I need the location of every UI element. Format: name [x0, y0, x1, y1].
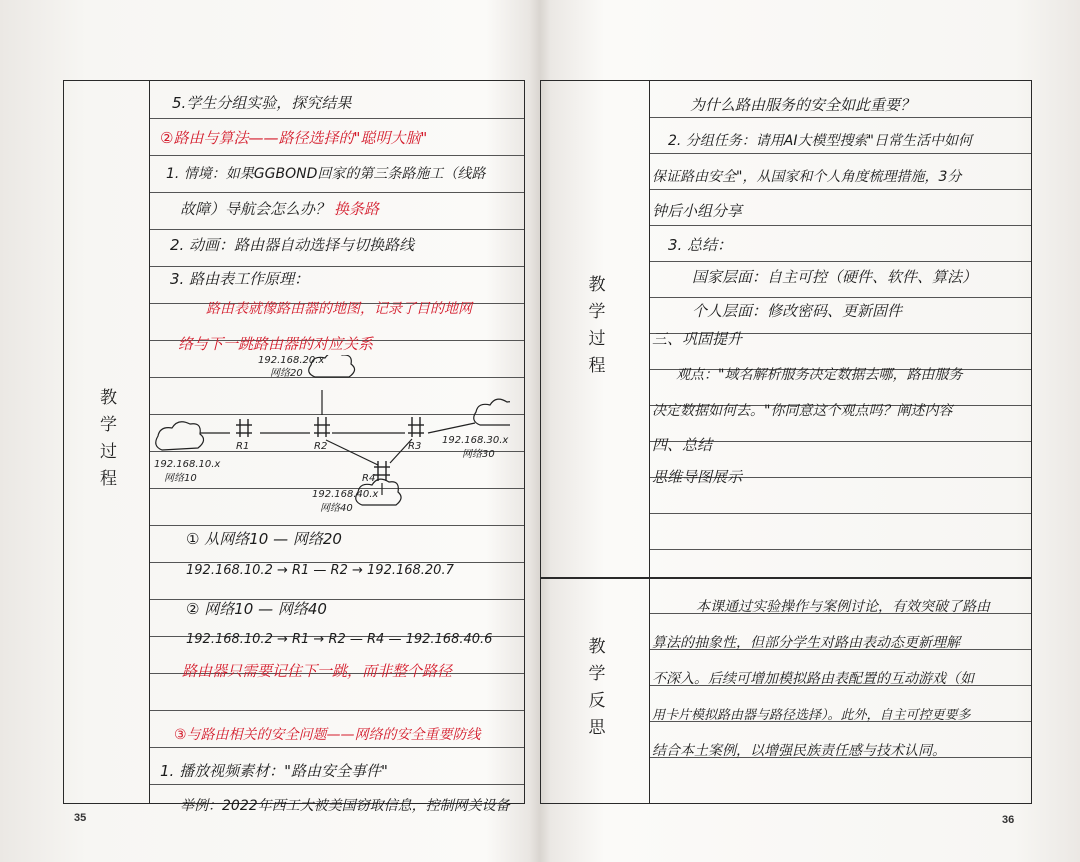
- left-line-9: ① 从网络10 — 网络20: [186, 530, 342, 548]
- left-line-8: 络与下一跳路由器的对应关系: [178, 335, 374, 353]
- net-30-name: 网络30: [462, 449, 495, 460]
- left-line-3: 1. 情境：如果GGBOND回家的第三条路施工（线路: [166, 166, 486, 182]
- left-line-4: 故障）导航会怎么办？: [180, 200, 331, 218]
- right-side-label-bottom-cell: [541, 578, 650, 803]
- net-30-ip: 192.168.30.x: [442, 435, 509, 446]
- net-10-name: 网络10: [164, 473, 197, 484]
- left-side-label: 教学过程: [96, 388, 116, 496]
- right-line-10: 决定数据如何去。"你同意这个观点吗？阐述内容: [652, 403, 953, 419]
- net-20-name: 网络20: [270, 368, 303, 379]
- reflection-line-2: 算法的抽象性，但部分学生对路由表动态更新理解: [652, 635, 960, 651]
- cloud-network-30: [474, 399, 510, 425]
- net-40-ip: 192.168.40.x: [312, 489, 379, 500]
- router-r2-icon: [314, 417, 330, 437]
- left-line-4-answer: 换条路: [334, 200, 380, 218]
- left-line-14: ③与路由相关的安全问题——网络的安全重要防线: [174, 727, 481, 743]
- right-line-9: 观点："域名解析服务决定数据去哪，路由服务: [676, 367, 963, 383]
- router-r3-icon: [408, 417, 424, 437]
- right-side-label-top-cell: [541, 81, 650, 577]
- left-line-10: 192.168.10.2 → R1 — R2 → 192.168.20.7: [186, 563, 454, 578]
- left-line-15: 1. 播放视频素材："路由安全事件": [160, 762, 388, 780]
- router-r4-label: R4: [362, 473, 376, 484]
- left-side-label-cell: [64, 81, 150, 803]
- right-line-8: 三、巩固提升: [652, 330, 743, 348]
- right-line-12: 思维导图展示: [652, 468, 743, 486]
- router-r1-icon: [236, 419, 252, 437]
- left-line-13: 路由器只需要记住下一跳，而非整个路径: [182, 662, 453, 680]
- right-side-label-bottom: 教学反思: [584, 636, 605, 745]
- right-line-11: 四、总结: [652, 436, 713, 454]
- net-40-name: 网络40: [320, 503, 353, 514]
- left-line-12: 192.168.10.2 → R1 → R2 — R4 — 192.168.40.6: [186, 632, 493, 647]
- left-line-6: 3. 路由表工作原理：: [170, 270, 310, 288]
- left-line-16: 举例：2022年西工大被美国窃取信息，控制网关设备: [180, 798, 510, 814]
- left-line-11: ② 网络10 — 网络40: [186, 600, 327, 618]
- right-page-number: 36: [1002, 814, 1015, 826]
- left-line-2: ②路由与算法——路径选择的"聪明大脑": [160, 129, 428, 147]
- right-line-7: 个人层面：修改密码、更新固件: [692, 302, 903, 320]
- right-line-5: 3. 总结：: [668, 236, 733, 254]
- right-line-1: 为什么路由服务的安全如此重要？: [690, 96, 916, 114]
- cloud-network-10: [156, 422, 204, 450]
- router-r2-label: R2: [314, 441, 328, 452]
- left-line-5: 2. 动画：路由器自动选择与切换路线: [170, 236, 415, 254]
- right-line-6: 国家层面：自主可控（硬件、软件、算法）: [692, 268, 978, 286]
- reflection-line-3: 不深入。后续可增加模拟路由表配置的互动游戏（如: [652, 671, 974, 687]
- right-line-3: 保证路由安全"，从国家和个人角度梳理措施，3分: [652, 169, 962, 185]
- router-r1-label: R1: [236, 441, 250, 452]
- right-page-table: [540, 80, 1032, 804]
- reflection-line-4: 用卡片模拟路由器与路径选择）。此外，自主可控更要多: [652, 708, 971, 723]
- network-diagram: [150, 355, 510, 525]
- net-10-ip: 192.168.10.x: [154, 459, 221, 470]
- right-side-label-top: 教学过程: [584, 275, 605, 383]
- left-line-7: 路由表就像路由器的地图，记录了目的地网: [206, 301, 472, 317]
- router-r3-label: R3: [408, 441, 422, 452]
- left-line-1: 5.学生分组实验，探究结果: [172, 94, 352, 112]
- net-20-ip: 192.168.20.x: [258, 355, 325, 366]
- reflection-line-1: 本课通过实验操作与案例讨论，有效突破了路由: [696, 599, 990, 615]
- right-line-4: 钟后小组分享: [652, 202, 743, 220]
- right-line-2: 2. 分组任务：请用AI大模型搜索"日常生活中如何: [668, 133, 972, 149]
- reflection-line-5: 结合本土案例，以增强民族责任感与技术认同。: [652, 743, 946, 759]
- left-page-number: 35: [74, 812, 87, 824]
